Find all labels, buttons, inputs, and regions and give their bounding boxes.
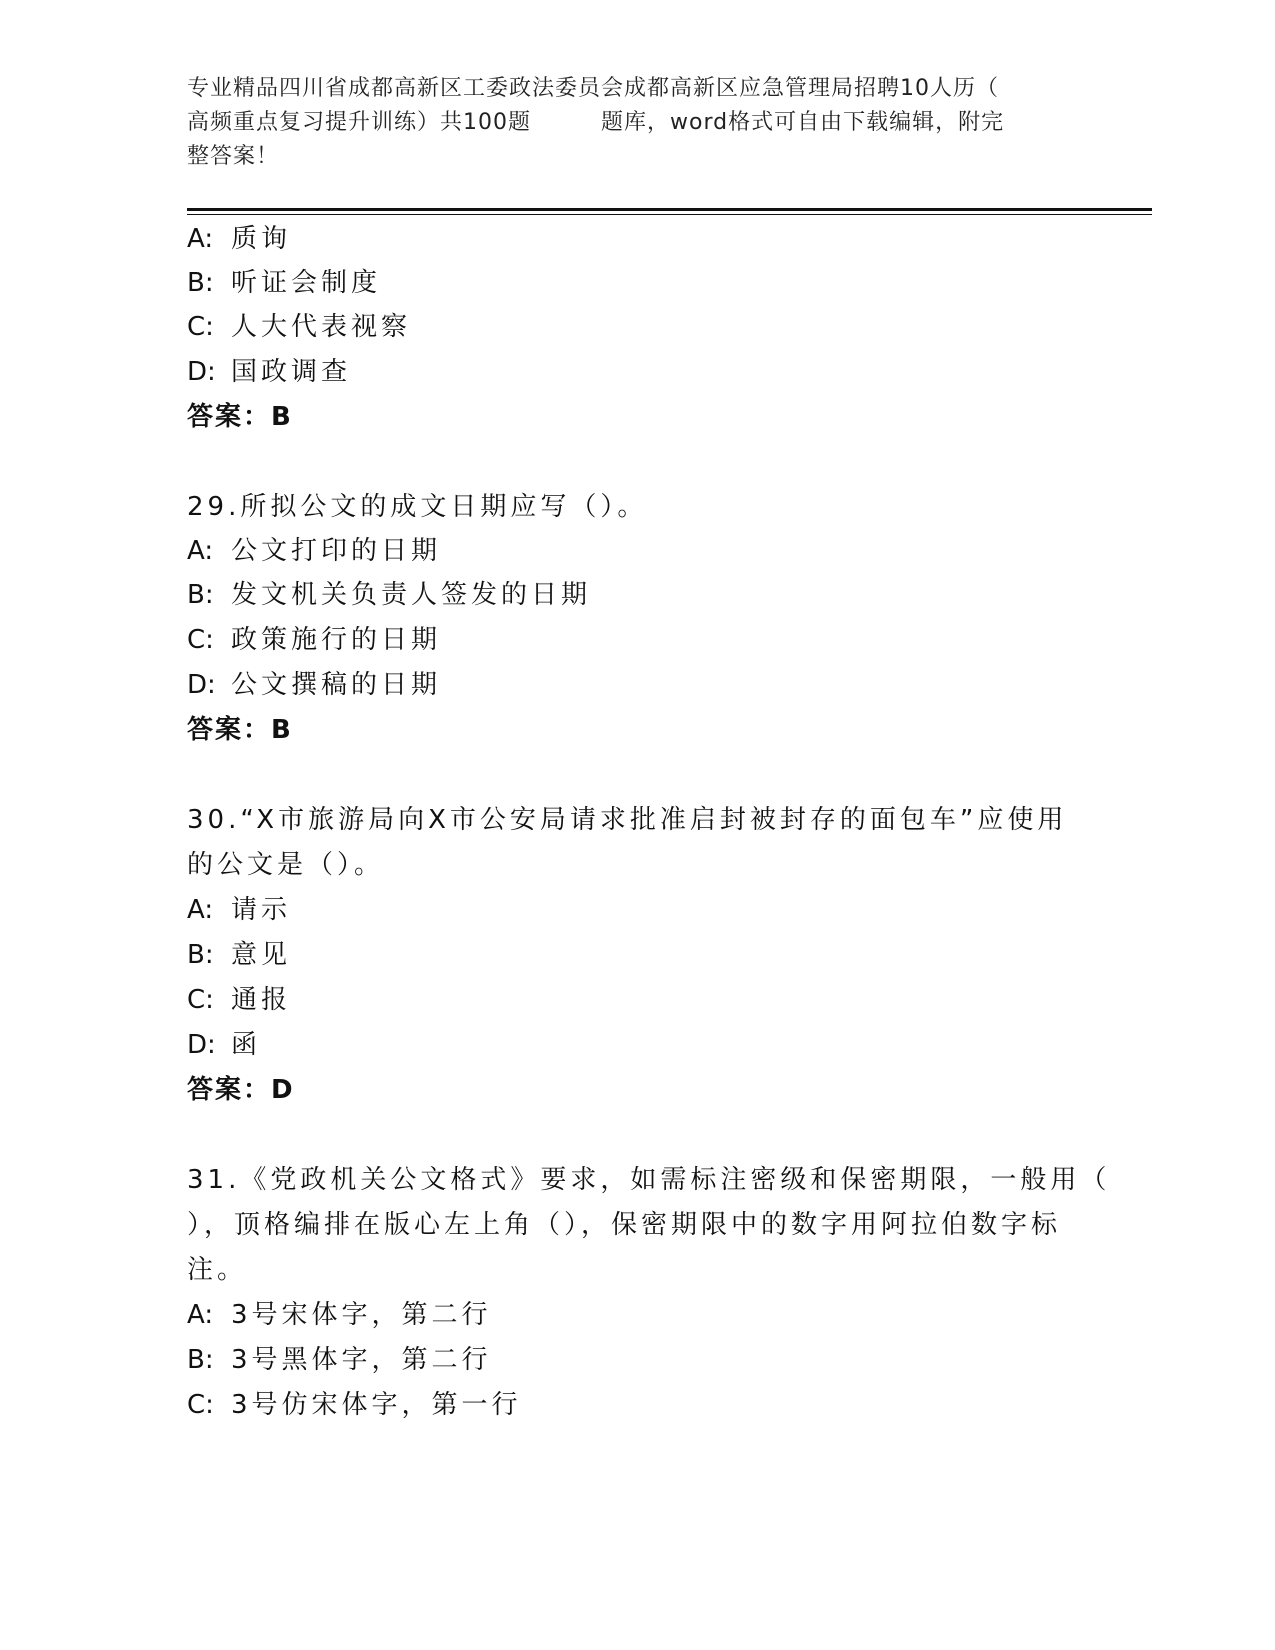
q31-stem-line-2: ），顶格编排在版心左上角（），保密期限中的数字用阿拉伯数字标 <box>187 1210 1062 1240</box>
q31-stem-line-1: 31.《党政机关公文格式》要求，如需标注密级和保密期限，一般用（ <box>187 1165 1111 1195</box>
header-divider-thin <box>187 214 1152 215</box>
q30-stem-line-2: 的公文是（）。 <box>187 850 385 880</box>
q30-option-c: C: 通报 <box>187 985 292 1015</box>
header-line-2-part-b: 题库，word格式可自由下载编辑，附完 <box>601 110 1005 135</box>
q29-stem: 29.所拟公文的成文日期应写（）。 <box>187 492 648 522</box>
q28-answer: 答案：B <box>187 402 293 432</box>
header-divider-thick <box>187 208 1152 211</box>
q29-option-c: C: 政策施行的日期 <box>187 625 442 655</box>
q29-option-b: B: 发文机关负责人签发的日期 <box>187 580 592 610</box>
q29-answer: 答案：B <box>187 715 293 745</box>
q31-stem-line-3: 注。 <box>187 1255 248 1285</box>
q28-option-d: D: 国政调查 <box>187 357 352 387</box>
document-header <box>187 72 1067 174</box>
q30-answer: 答案：D <box>187 1075 295 1105</box>
q30-stem-line-1: 30.“X市旅游局向X市公安局请求批准启封被封存的面包车”应使用 <box>187 805 1068 835</box>
q29-option-a: A: 公文打印的日期 <box>187 536 442 566</box>
header-line-3: 整答案！ <box>187 144 280 169</box>
q28-option-a: A: 质询 <box>187 224 292 254</box>
q31-option-c: C: 3号仿宋体字，第一行 <box>187 1390 522 1420</box>
q28-option-c: C: 人大代表视察 <box>187 312 412 342</box>
header-line-1: 专业精品四川省成都高新区工委政法委员会成都高新区应急管理局招聘10人历（ <box>187 76 999 101</box>
q30-option-b: B: 意见 <box>187 940 292 970</box>
q29-option-d: D: 公文撰稿的日期 <box>187 670 442 700</box>
q31-option-b: B: 3号黑体字，第二行 <box>187 1345 492 1375</box>
q31-option-a: A: 3号宋体字，第二行 <box>187 1300 492 1330</box>
header-line-2 <box>187 106 1067 140</box>
q30-option-d: D: 函 <box>187 1030 262 1060</box>
q30-option-a: A: 请示 <box>187 895 292 925</box>
header-line-2-part-a: 高频重点复习提升训练）共100题 <box>187 110 531 135</box>
q28-option-b: B: 听证会制度 <box>187 268 382 298</box>
